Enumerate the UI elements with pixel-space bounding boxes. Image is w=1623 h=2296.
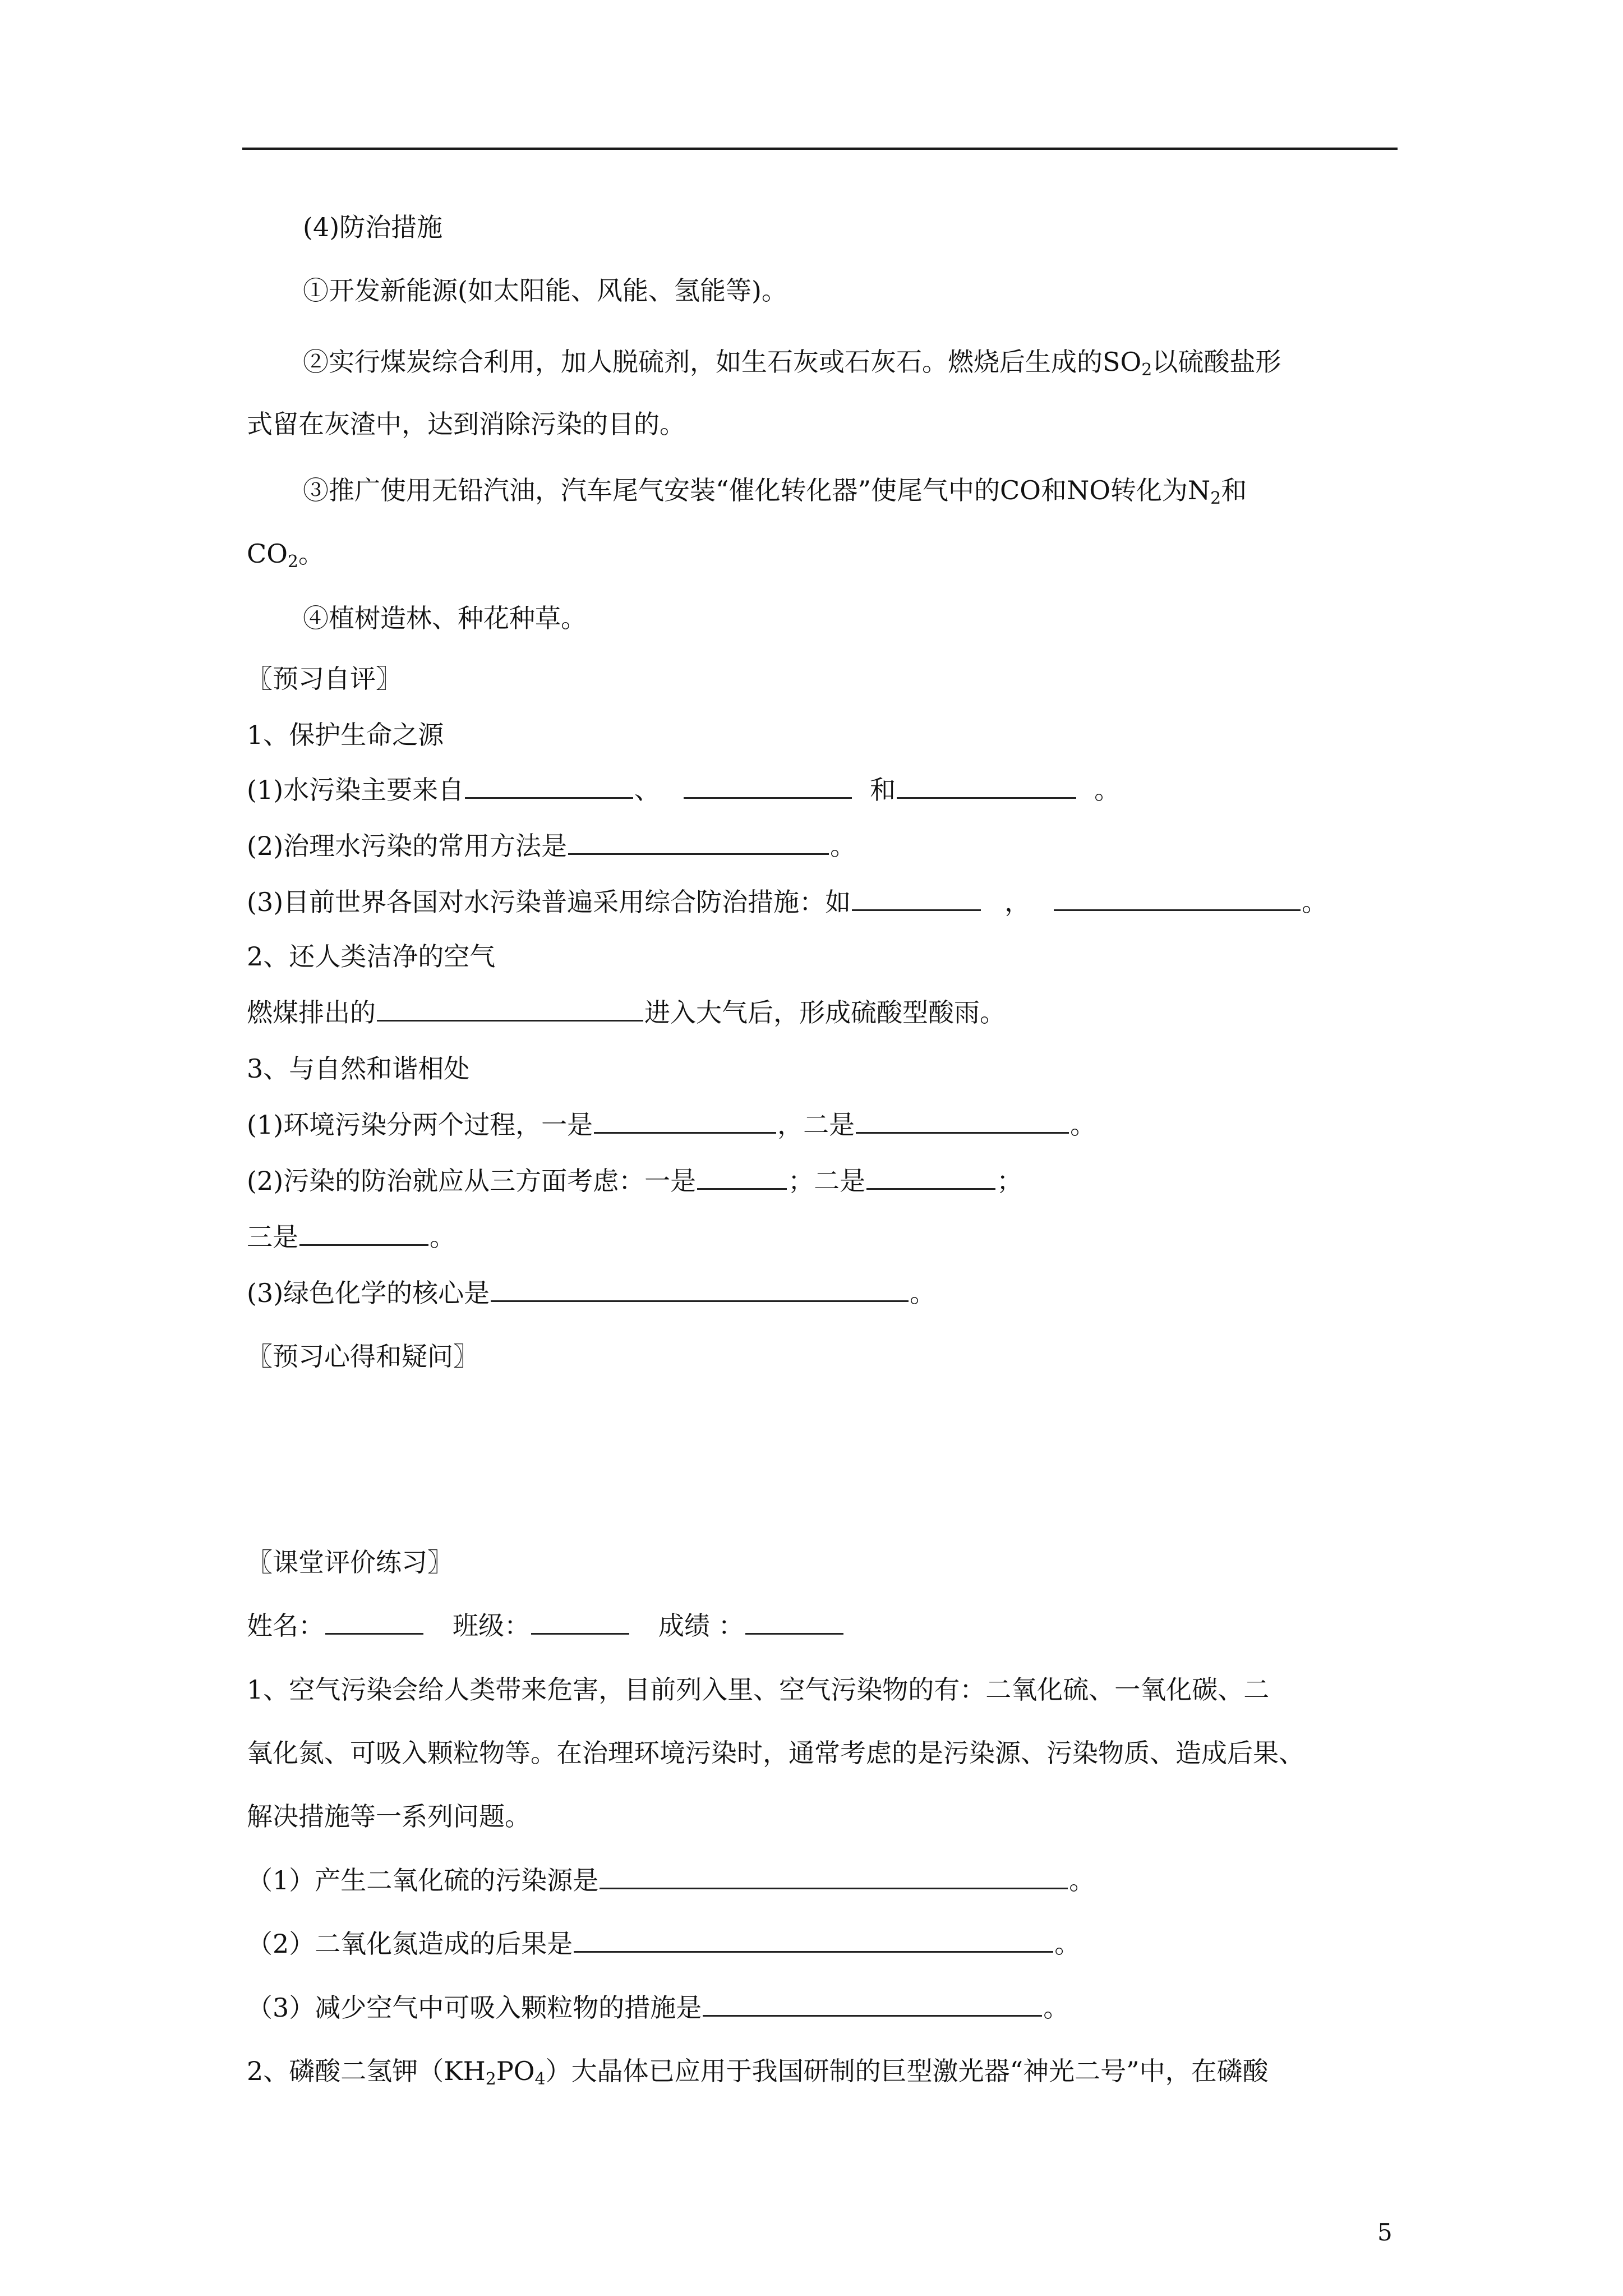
exercise-1-line-3: 解决措施等一系列问题。 [247,1801,531,1832]
exercise-1-line-1: 1、空气污染会给人类带来危害，目前列入里、空气污染物的有：二氧化硫、一氧化碳、二 [247,1674,1270,1705]
answer-blank[interactable] [574,1929,1053,1953]
section-2-title: 2、还人类洁净的空气 [247,941,496,972]
measure-2-cont: 式留在灰渣中，达到消除污染的目的。 [247,409,685,439]
class-field[interactable] [531,1611,629,1635]
question-3-2-cont: 三是 。 [247,1222,455,1252]
measure-2: ②实行煤炭综合利用，加人脱硫剂，如生石灰或石灰石。燃烧后生成的$SO_2$以硫酸盐形 [303,347,1281,380]
exercise-1-part-3: （3）减少空气中可吸入颗粒物的措施是 。 [247,1993,1069,2023]
measures-title: (4)防治措施 [303,212,443,242]
answer-blank[interactable] [684,775,852,799]
section-3-title: 3、与自然和谐相处 [247,1053,470,1084]
preview-heading: 〖预习自评〗 [247,664,402,694]
answer-blank[interactable] [600,1865,1068,1889]
question-3-3: (3)绿色化学的核心是 。 [247,1278,936,1308]
answer-blank[interactable] [852,887,981,911]
score-field[interactable] [745,1611,843,1635]
exercise-1-part-1: （1）产生二氧化硫的污染源是 。 [247,1865,1095,1895]
exercise-1-line-2: 氧化氮、可吸入颗粒物等。在治理环境污染时，通常考虑的是污染源、污染物质、造成后果、 [247,1738,1304,1768]
answer-blank[interactable] [491,1278,909,1302]
exercise-1-part-2: （2）二氧化氮造成的后果是 。 [247,1929,1081,1959]
header-rule [242,148,1398,150]
question-3-1: (1)环境污染分两个过程，一是 ，二是 。 [247,1110,1096,1140]
answer-blank[interactable] [299,1222,428,1246]
measure-3: ③推广使用无铅汽油，汽车尾气安装“催化转化器”使尾气中的CO和NO转化为$N_2$和 [303,475,1247,508]
score-label: 成绩 ： [658,1611,744,1641]
measure-3-cont: $CO_2$。 [247,539,325,572]
page-number: 5 [1377,2219,1393,2246]
answer-blank[interactable] [703,1993,1042,2017]
answer-blank[interactable] [866,1166,995,1190]
question-1-1: (1)水污染主要来自 、 和 。 [247,775,1121,805]
answer-blank[interactable] [697,1166,787,1190]
student-info-row [247,1609,845,1642]
question-1-3: (3)目前世界各国对水污染普遍采用综合防治措施：如 ， 。 [247,887,1328,917]
exercise-2-line-1: 2、磷酸二氢钾$(KH_2PO_4)$大晶体已应用于我国研制的巨型激光器“神光二号”中，在磷酸 [247,2056,1269,2089]
classroom-heading: 〖课堂评价练习〗 [247,1547,453,1577]
section-1-title: 1、保护生命之源 [247,720,444,750]
measure-4: ④植树造林、种花种草。 [303,603,587,633]
answer-blank[interactable] [377,997,643,1022]
name-label: 姓名： [247,1611,324,1641]
answer-blank[interactable] [594,1110,776,1134]
answer-blank[interactable] [568,831,829,855]
answer-blank[interactable] [465,775,633,799]
question-3-2: (2)污染的防治就应从三方面考虑：一是 ；二是 ； [247,1166,1023,1196]
question-1-2: (2)治理水污染的常用方法是 。 [247,831,856,861]
answer-blank[interactable] [897,775,1076,799]
class-label: 班级： [453,1611,530,1641]
measure-1: ①开发新能源(如太阳能、风能、氢能等)。 [303,275,787,306]
name-field[interactable] [325,1611,423,1635]
answer-blank[interactable] [856,1110,1069,1134]
question-2: 燃煤排出的 进入大气后，形成硫酸型酸雨。 [247,997,1006,1028]
notes-heading: 〖预习心得和疑问〗 [247,1341,479,1372]
answer-blank[interactable] [1054,887,1301,911]
